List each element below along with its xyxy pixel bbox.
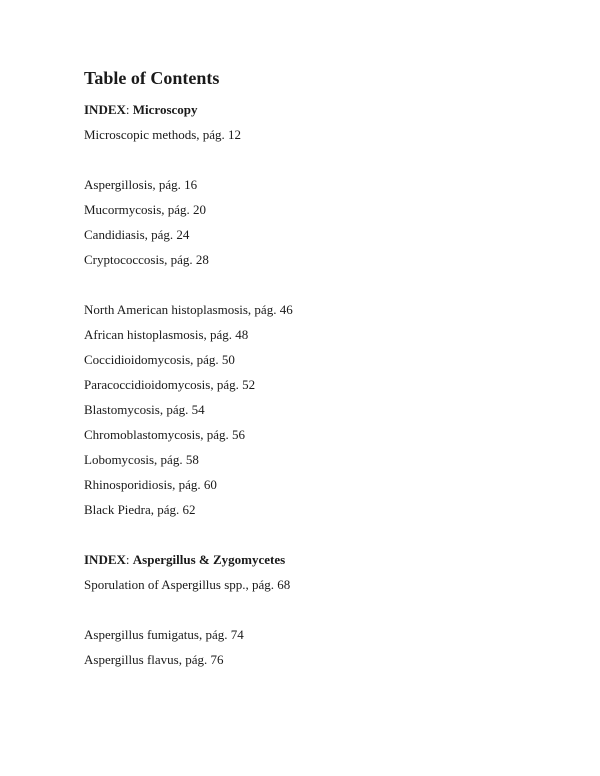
- page-title: Table of Contents: [84, 68, 220, 88]
- toc-entry[interactable]: Candidiasis, pág. 24: [84, 227, 190, 242]
- toc-entry[interactable]: Aspergillosis, pág. 16: [84, 177, 198, 192]
- group-gap: [84, 151, 564, 176]
- group-gap: [84, 601, 564, 626]
- toc-entry[interactable]: Lobomycosis, pág. 58: [84, 452, 199, 467]
- section-prefix: INDEX: [84, 552, 126, 567]
- section-gap: [84, 526, 564, 551]
- toc-section-microscopy: [84, 101, 564, 551]
- toc-entry[interactable]: African histoplasmosis, pág. 48: [84, 327, 249, 342]
- toc-entry[interactable]: North American histoplasmosis, pág. 46: [84, 302, 293, 317]
- section-heading: [84, 101, 564, 126]
- toc-entry[interactable]: Aspergillus fumigatus, pág. 74: [84, 627, 244, 642]
- toc-entry[interactable]: Black Piedra, pág. 62: [84, 502, 196, 517]
- toc-entry[interactable]: Microscopic methods, pág. 12: [84, 127, 242, 142]
- toc-section-aspergillus-zygomycetes: [84, 551, 564, 676]
- section-name: Aspergillus & Zygomycetes: [132, 552, 286, 567]
- toc-entry[interactable]: Mucormycosis, pág. 20: [84, 202, 207, 217]
- toc-entry[interactable]: Aspergillus flavus, pág. 76: [84, 652, 224, 667]
- table-of-contents-page: [84, 66, 564, 676]
- section-heading: [84, 551, 564, 576]
- toc-entry[interactable]: Chromoblastomycosis, pág. 56: [84, 427, 246, 442]
- group-gap: [84, 276, 564, 301]
- toc-entry[interactable]: Rhinosporidiosis, pág. 60: [84, 477, 217, 492]
- toc-entry[interactable]: Blastomycosis, pág. 54: [84, 402, 205, 417]
- toc-entry[interactable]: Paracoccidioidomycosis, pág. 52: [84, 377, 256, 392]
- section-name: Microscopy: [132, 102, 198, 117]
- toc-entry[interactable]: Coccidioidomycosis, pág. 50: [84, 352, 235, 367]
- heading-separator: :: [125, 552, 133, 567]
- heading-separator: :: [125, 102, 133, 117]
- toc-entry[interactable]: Cryptococcosis, pág. 28: [84, 252, 209, 267]
- section-prefix: INDEX: [84, 102, 126, 117]
- title-spacer: [84, 90, 564, 101]
- toc-entry[interactable]: Sporulation of Aspergillus spp., pág. 68: [84, 577, 291, 592]
